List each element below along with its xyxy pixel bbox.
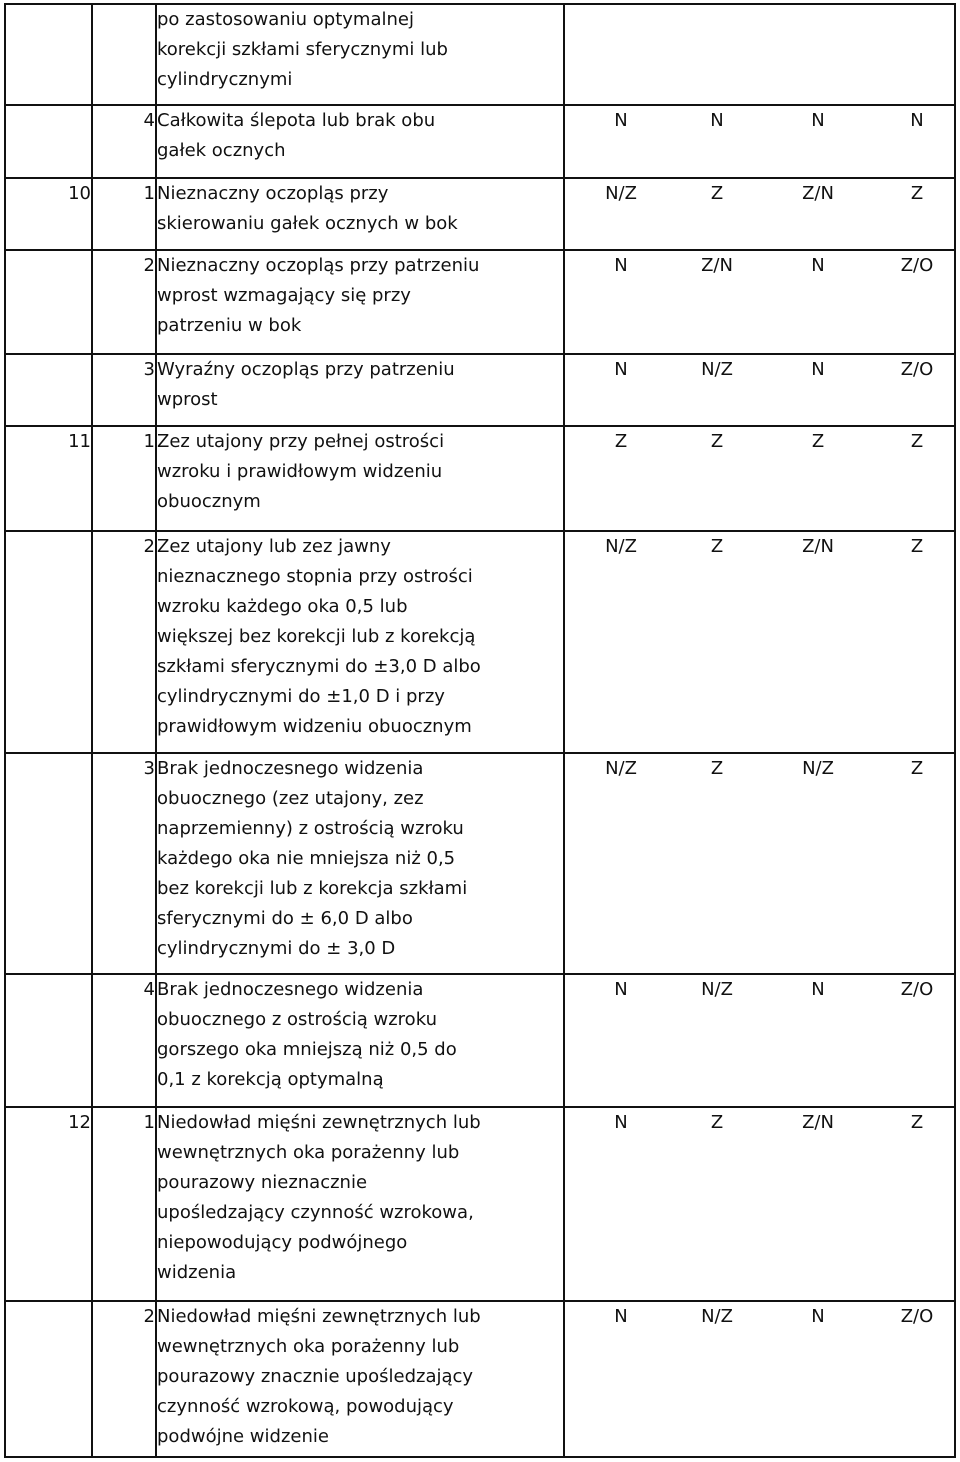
category-value: N/Z bbox=[701, 1306, 733, 1327]
description-line: Nieznaczny oczopląs przy patrzeniu bbox=[157, 255, 480, 276]
category-value: N bbox=[614, 1306, 628, 1327]
category-value: Z bbox=[710, 536, 724, 557]
category-value: Z/O bbox=[900, 979, 934, 1000]
category-values bbox=[565, 179, 954, 209]
category-value: Z/N bbox=[701, 255, 733, 276]
category-values bbox=[565, 1302, 954, 1332]
item-number bbox=[5, 1301, 92, 1457]
description-line: widzenia bbox=[157, 1262, 237, 1283]
item-number bbox=[5, 354, 92, 426]
sub-item-number: 2 bbox=[92, 531, 156, 753]
sub-item-number: 1 bbox=[92, 426, 156, 531]
item-number bbox=[5, 753, 92, 974]
table-row bbox=[5, 426, 955, 531]
sub-item-number: 2 bbox=[92, 1301, 156, 1457]
category-value: N/Z bbox=[605, 536, 637, 557]
category-value: Z/O bbox=[900, 1306, 934, 1327]
description-line: Niedowład mięśni zewnętrznych lub bbox=[157, 1306, 481, 1327]
item-number bbox=[5, 250, 92, 354]
item-number: 11 bbox=[5, 426, 92, 531]
description-line: Zez utajony przy pełnej ostrości bbox=[157, 431, 445, 452]
sub-item-number: 2 bbox=[92, 250, 156, 354]
category-value: N/Z bbox=[802, 758, 834, 779]
table-row bbox=[5, 354, 955, 426]
table-row bbox=[5, 1301, 955, 1457]
category-values-cell bbox=[564, 426, 955, 531]
description-line: po zastosowaniu optymalnej bbox=[157, 9, 414, 30]
item-number bbox=[5, 105, 92, 178]
description-line: naprzemienny) z ostrością wzroku bbox=[157, 818, 464, 839]
description-line: upośledzający czynność wzrokowa, bbox=[157, 1202, 474, 1223]
category-value: N bbox=[811, 110, 825, 131]
category-value: N bbox=[614, 110, 628, 131]
table-body bbox=[5, 4, 955, 1457]
category-values-cell bbox=[564, 354, 955, 426]
description-line: Niedowład mięśni zewnętrznych lub bbox=[157, 1112, 481, 1133]
category-values-cell bbox=[564, 4, 955, 105]
category-value: N bbox=[614, 979, 628, 1000]
sub-item-number: 3 bbox=[92, 354, 156, 426]
item-number bbox=[5, 531, 92, 753]
sub-item-number: 3 bbox=[92, 753, 156, 974]
category-value: Z/O bbox=[900, 359, 934, 380]
category-value: Z bbox=[910, 431, 924, 452]
description-line: obuocznego z ostrością wzroku bbox=[157, 1009, 437, 1030]
description-line: szkłami sferycznymi do ±3,0 D albo bbox=[157, 656, 481, 677]
sub-item-number: 1 bbox=[92, 178, 156, 250]
description-line: gałek ocznych bbox=[157, 140, 286, 161]
description-line: prawidłowym widzeniu obuocznym bbox=[157, 716, 472, 737]
description-cell bbox=[156, 178, 564, 250]
description-line: każdego oka nie mniejsza niż 0,5 bbox=[157, 848, 456, 869]
description-line: Brak jednoczesnego widzenia bbox=[157, 979, 424, 1000]
category-value: N/Z bbox=[605, 183, 637, 204]
category-values-cell bbox=[564, 753, 955, 974]
description-line: wprost wzmagający się przy bbox=[157, 285, 411, 306]
description-line: wewnętrznych oka porażenny lub bbox=[157, 1336, 460, 1357]
description-line: wzroku i prawidłowym widzeniu bbox=[157, 461, 443, 482]
description-cell bbox=[156, 4, 564, 105]
category-values-cell bbox=[564, 250, 955, 354]
category-value: N/Z bbox=[701, 979, 733, 1000]
category-value: N/Z bbox=[605, 758, 637, 779]
category-value: Z bbox=[910, 536, 924, 557]
category-value: Z/N bbox=[802, 536, 834, 557]
category-value: N bbox=[614, 1112, 628, 1133]
sub-item-number bbox=[92, 4, 156, 105]
description-cell bbox=[156, 974, 564, 1107]
table-row bbox=[5, 178, 955, 250]
description-line: patrzeniu w bok bbox=[157, 315, 302, 336]
qualification-table bbox=[4, 3, 956, 1458]
description-cell bbox=[156, 426, 564, 531]
category-value: Z/N bbox=[802, 183, 834, 204]
description-line: podwójne widzenie bbox=[157, 1426, 329, 1447]
table-row bbox=[5, 753, 955, 974]
item-number: 12 bbox=[5, 1107, 92, 1301]
description-line: cylindrycznymi do ± 3,0 D bbox=[157, 938, 396, 959]
description-line: obuocznego (zez utajony, zez bbox=[157, 788, 424, 809]
table-row bbox=[5, 105, 955, 178]
category-value: N bbox=[710, 110, 724, 131]
sub-item-number: 1 bbox=[92, 1107, 156, 1301]
description-line: korekcji szkłami sferycznymi lub bbox=[157, 39, 448, 60]
table-row bbox=[5, 250, 955, 354]
category-value: Z bbox=[710, 431, 724, 452]
description-line: Nieznaczny oczopląs przy bbox=[157, 183, 389, 204]
description-cell bbox=[156, 531, 564, 753]
description-line: obuocznym bbox=[157, 491, 261, 512]
description-line: nieznacznego stopnia przy ostrości bbox=[157, 566, 473, 587]
category-values-cell bbox=[564, 974, 955, 1107]
description-cell bbox=[156, 105, 564, 178]
category-value: Z bbox=[910, 183, 924, 204]
description-line: gorszego oka mniejszą niż 0,5 do bbox=[157, 1039, 457, 1060]
description-cell bbox=[156, 1107, 564, 1301]
category-value: Z/O bbox=[900, 255, 934, 276]
category-value: N bbox=[811, 979, 825, 1000]
description-line: skierowaniu gałek ocznych w bok bbox=[157, 213, 458, 234]
description-cell bbox=[156, 354, 564, 426]
category-values bbox=[565, 355, 954, 385]
description-line: 0,1 z korekcją optymalną bbox=[157, 1069, 384, 1090]
description-line: pourazowy znacznie upośledzający bbox=[157, 1366, 474, 1387]
sub-item-number: 4 bbox=[92, 105, 156, 178]
category-values-cell bbox=[564, 531, 955, 753]
description-line: sferycznymi do ± 6,0 D albo bbox=[157, 908, 413, 929]
category-value: N bbox=[614, 359, 628, 380]
description-line: pourazowy nieznacznie bbox=[157, 1172, 368, 1193]
category-values-cell bbox=[564, 105, 955, 178]
description-line: Całkowita ślepota lub brak obu bbox=[157, 110, 436, 131]
table-row bbox=[5, 974, 955, 1107]
category-value: Z bbox=[710, 183, 724, 204]
category-values bbox=[565, 251, 954, 281]
category-values-cell bbox=[564, 1301, 955, 1457]
category-values bbox=[565, 427, 954, 457]
category-values bbox=[565, 1108, 954, 1138]
category-values-cell bbox=[564, 178, 955, 250]
category-values bbox=[565, 106, 954, 136]
description-line: Wyraźny oczopląs przy patrzeniu bbox=[157, 359, 455, 380]
table-row bbox=[5, 1107, 955, 1301]
description-line: cylindrycznymi do ±1,0 D i przy bbox=[157, 686, 445, 707]
item-number bbox=[5, 974, 92, 1107]
category-value: Z/N bbox=[802, 1112, 834, 1133]
description-cell bbox=[156, 1301, 564, 1457]
category-value: N bbox=[811, 255, 825, 276]
category-value: Z bbox=[614, 431, 628, 452]
category-values bbox=[565, 5, 954, 35]
description-line: cylindrycznymi bbox=[157, 69, 293, 90]
category-value: Z bbox=[710, 1112, 724, 1133]
category-value: N bbox=[614, 255, 628, 276]
item-number: 10 bbox=[5, 178, 92, 250]
category-value: N bbox=[811, 359, 825, 380]
category-values bbox=[565, 754, 954, 784]
category-value: Z bbox=[910, 1112, 924, 1133]
description-line: bez korekcji lub z korekcja szkłami bbox=[157, 878, 468, 899]
category-values-cell bbox=[564, 1107, 955, 1301]
description-line: wprost bbox=[157, 389, 218, 410]
description-cell bbox=[156, 250, 564, 354]
description-line: czynność wzrokową, powodujący bbox=[157, 1396, 454, 1417]
table-row bbox=[5, 531, 955, 753]
category-value: Z bbox=[811, 431, 825, 452]
description-line: wzroku każdego oka 0,5 lub bbox=[157, 596, 408, 617]
category-value: N/Z bbox=[701, 359, 733, 380]
item-number bbox=[5, 4, 92, 105]
sub-item-number: 4 bbox=[92, 974, 156, 1107]
description-cell bbox=[156, 753, 564, 974]
category-value: N bbox=[910, 110, 924, 131]
category-value: Z bbox=[710, 758, 724, 779]
description-line: większej bez korekcji lub z korekcją bbox=[157, 626, 476, 647]
description-line: Brak jednoczesnego widzenia bbox=[157, 758, 424, 779]
category-value: Z bbox=[910, 758, 924, 779]
category-value: N bbox=[811, 1306, 825, 1327]
category-values bbox=[565, 532, 954, 562]
description-line: wewnętrznych oka porażenny lub bbox=[157, 1142, 460, 1163]
description-line: Zez utajony lub zez jawny bbox=[157, 536, 391, 557]
table-row bbox=[5, 4, 955, 105]
description-line: niepowodujący podwójnego bbox=[157, 1232, 408, 1253]
category-values bbox=[565, 975, 954, 1005]
